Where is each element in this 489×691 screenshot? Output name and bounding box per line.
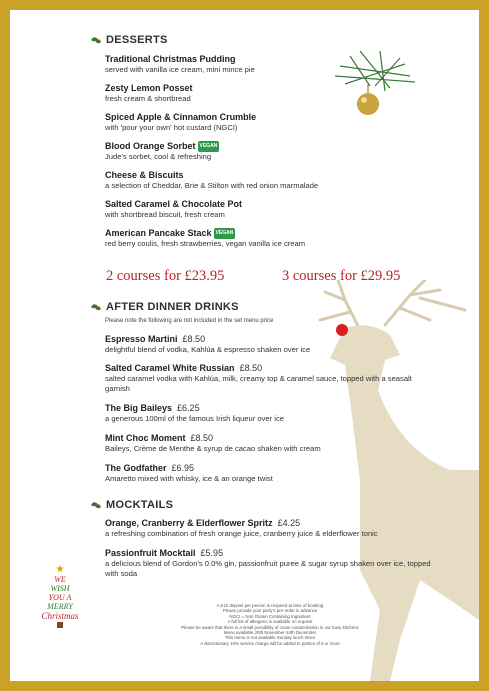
- drink-item: Mint Choc Moment £8.50 Baileys, Crème de Menthe & syrup de cacao shaken with cream: [105, 433, 321, 453]
- drinks-heading: AFTER DINNER DRINKS: [90, 301, 239, 313]
- holly-icon: [90, 302, 102, 312]
- dessert-item: Spiced Apple & Cinnamon Crumble with 'pour your own' hot custard (NGCI): [105, 112, 257, 132]
- footer-notes: A £10 deposit per person is required at time of booking Please provide your party's pre-order in advance NGCI = Non Gluten Containing Ingredient A full list of allergens is available on request Please be aware that there is a small possibility of cross contamination in our busy kitchens Menu available 20th November-24th December This menu is not available Sunday lunch times A discretionary 10% service charge will be added to parties of 6 or more: [181, 603, 359, 646]
- dessert-item: Salted Caramel & Chocolate Pot with shortbread biscuit, fresh cream: [105, 199, 243, 219]
- drink-item: Salted Caramel White Russian £8.50 salted caramel vodka with Kahlúa, milk, creamy top & caramel sauce, topped with a seasalt garnish: [105, 363, 412, 393]
- three-courses-price: 3 courses for £29.95: [282, 268, 401, 284]
- drink-item: The Big Baileys £6.25 a generous 100ml of the famous Irish liqueur over ice: [105, 403, 284, 423]
- menu-card: [10, 10, 479, 681]
- two-courses-price: 2 courses for £23.95: [106, 268, 225, 284]
- dessert-item: Zesty Lemon Posset fresh cream & shortbread: [105, 83, 193, 103]
- vegan-badge: VEGAN: [198, 141, 220, 152]
- dessert-item: American Pancake Stack VEGAN red berry coulis, fresh strawberries, vegan vanilla ice cream: [105, 228, 306, 248]
- drink-item: The Godfather £6.95 Amaretto mixed with whisky, ice & an orange twist: [105, 463, 273, 483]
- vegan-badge: VEGAN: [214, 228, 236, 239]
- mocktail-item: Orange, Cranberry & Elderflower Spritz £4.25 a refreshing combination of fresh orange juice, cranberry juice & elderflower tonic: [105, 518, 378, 538]
- dessert-item: Blood Orange Sorbet VEGAN Jude's sorbet, cool & refreshing: [105, 141, 218, 161]
- holly-icon: [90, 35, 102, 45]
- desserts-heading: DESSERTS: [90, 34, 168, 46]
- christmas-tree-logo: ★ WE WISH YOU A MERRY Christmas: [30, 565, 90, 655]
- dessert-item: Cheese & Biscuits a selection of Cheddar, Brie & Stilton with red onion marmalade: [105, 170, 319, 190]
- mocktails-heading: MOCKTAILS: [90, 499, 173, 511]
- dessert-item: Traditional Christmas Pudding served with vanilla ice cream, mini mince pie: [105, 54, 255, 74]
- star-icon: ★: [55, 564, 65, 575]
- holly-icon: [90, 500, 102, 510]
- drink-item: Espresso Martini £8.50 delightful blend of vodka, Kahlúa & espresso shaken over ice: [105, 334, 311, 354]
- mocktail-item: Passionfruit Mocktail £5.95 a delicious blend of Gordon's 0.0% gin, passionfruit puree & sugar syrup shaken over ice, topped with soda: [105, 548, 431, 578]
- drinks-note: Please note the following are not included in the set menu price: [105, 318, 274, 324]
